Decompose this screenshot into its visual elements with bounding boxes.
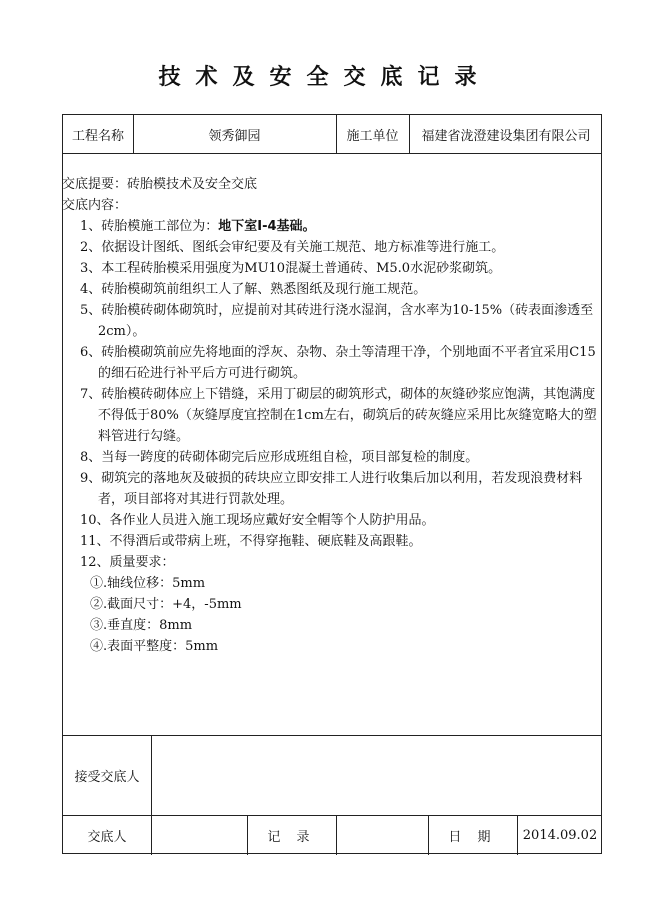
construction-unit-value: 福建省泷澄建设集团有限公司 bbox=[421, 128, 591, 144]
date-label: 日 期 bbox=[448, 829, 497, 845]
record-label: 记 录 bbox=[267, 829, 316, 845]
quality-item: ②.截面尺寸：+4，-5mm bbox=[90, 597, 242, 612]
receiver-signature-field bbox=[151, 735, 603, 815]
record-value-field bbox=[336, 815, 428, 855]
page-title: 技术及安全交底记录 bbox=[158, 64, 492, 90]
list-item: 10、各作业人员进入施工现场应戴好安全帽等个人防护用品。 bbox=[80, 513, 435, 528]
list-item: 5、砖胎模砖砌体砌筑时，应提前对其砖进行浇水湿润，含水率为10-15%（砖表面渗透至2cm）。 bbox=[80, 303, 594, 339]
list-item: 12、质量要求： bbox=[80, 555, 175, 570]
quality-item: ①.轴线位移：5mm bbox=[90, 576, 206, 591]
item-1-emphasis: 地下室Ⅰ-4基础。 bbox=[218, 219, 316, 234]
list-item bbox=[62, 216, 602, 237]
item-1-text: 1、砖胎模施工部位为： bbox=[80, 219, 219, 234]
briefing-content bbox=[62, 174, 602, 657]
quality-item: ④.表面平整度：5mm bbox=[90, 639, 219, 654]
list-item: 7、砖胎模砖砌体应上下错缝，采用丁砌层的砌筑形式，砌体的灰缝砂浆应饱满，其饱满度不得低于80%（灰缝厚度宜控制在1cm左右，砌筑后的砖灰缝应采用比灰缝宽略大的塑料管进行勾缝。 bbox=[80, 387, 597, 444]
list-item: 4、砖胎模砌筑前组织工人了解、熟悉图纸及现行施工规范。 bbox=[80, 282, 427, 297]
list-item: 3、本工程砖胎模采用强度为MU10混凝土普通砖、M5.0水泥砂浆砌筑。 bbox=[80, 261, 502, 276]
briefing-summary: 交底提要：砖胎模技术及安全交底 bbox=[62, 177, 258, 192]
list-item: 2、依据设计图纸、图纸会审纪要及有关施工规范、地方标准等进行施工。 bbox=[80, 240, 505, 255]
project-name-label: 工程名称 bbox=[71, 128, 124, 144]
project-name-value: 领秀御园 bbox=[208, 128, 261, 144]
list-item: 9、砌筑完的落地灰及破损的砖块应立即安排工人进行收集后加以利用，若发现浪费材料者，项目部将对其进行罚款处理。 bbox=[80, 471, 583, 507]
row-divider bbox=[63, 153, 601, 154]
quality-item: ③.垂直度：8mm bbox=[90, 618, 193, 633]
giver-signature-field bbox=[151, 815, 247, 855]
list-item: 6、砖胎模砌筑前应先将地面的浮灰、杂物、杂土等清理干净，个别地面不平者宜采用C15的细石砼进行补平后方可进行砌筑。 bbox=[80, 345, 596, 381]
date-value: 2014.09.02 bbox=[522, 827, 598, 843]
list-item: 8、当每一跨度的砖砌体砌完后应形成班组自检，项目部复检的制度。 bbox=[80, 450, 479, 465]
construction-unit-label: 施工单位 bbox=[346, 128, 399, 144]
list-item: 11、不得酒后或带病上班，不得穿拖鞋、硬底鞋及高跟鞋。 bbox=[80, 534, 422, 549]
content-label: 交底内容： bbox=[62, 198, 128, 213]
giver-label: 交底人 bbox=[87, 829, 127, 845]
receiver-label: 接受交底人 bbox=[74, 769, 140, 785]
